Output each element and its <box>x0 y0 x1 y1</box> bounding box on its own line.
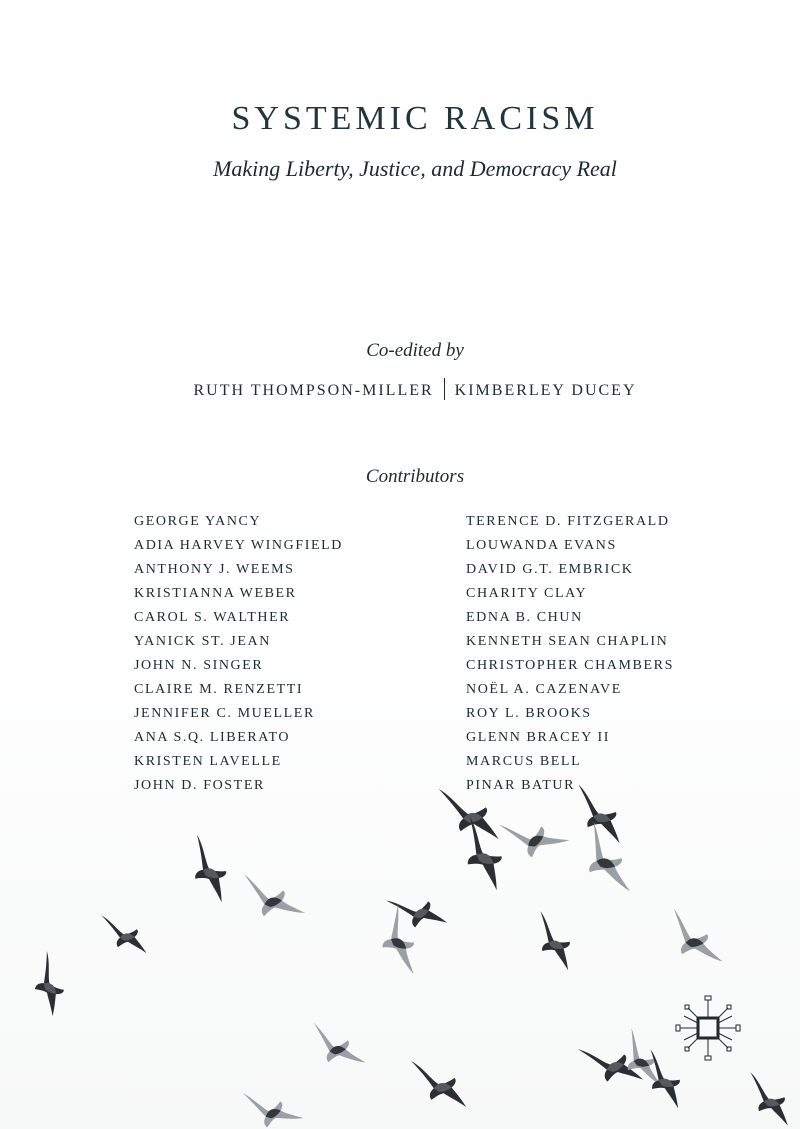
contributor-name: DAVID G.T. EMBRICK <box>466 562 634 577</box>
pigeon-icon <box>499 796 569 868</box>
pigeon-icon <box>574 784 625 843</box>
contributor-name: CLAIRE M. RENZETTI <box>134 682 304 697</box>
contributor-name: ANA S.Q. LIBERATO <box>134 730 291 745</box>
contributor-name: KRISTEN LAVELLE <box>134 754 282 769</box>
contributor-name: LOUWANDA EVANS <box>466 538 617 553</box>
editor-name: KIMBERLEY DUCEY <box>454 382 637 399</box>
pigeon-icon <box>178 835 240 902</box>
publisher-logo-icon <box>672 992 744 1064</box>
pigeon-icon <box>528 911 582 970</box>
book-title: SYSTEMIC RACISM <box>231 100 599 137</box>
pigeon-icon <box>439 780 499 848</box>
contributor-name: ANTHONY J. WEEMS <box>134 562 295 577</box>
contributors-heading: Contributors <box>365 466 465 487</box>
contributor-name: JENNIFER C. MUELLER <box>134 706 315 721</box>
contributor-name: KRISTIANNA WEBER <box>134 586 297 601</box>
contributor-name: CAROL S. WALTHER <box>134 610 291 625</box>
coedited-label: Co-edited by <box>366 340 464 361</box>
contributor-name: TERENCE D. FITZGERALD <box>466 514 670 529</box>
contributor-name: MARCUS BELL <box>466 754 582 769</box>
contributor-name: CHRISTOPHER CHAMBERS <box>466 658 674 673</box>
contributor-name: GLENN BRACEY II <box>466 730 611 745</box>
pigeon-icon <box>746 1072 792 1125</box>
contributor-name: PINAR BATUR <box>466 778 576 793</box>
pigeon-icon <box>674 905 723 966</box>
editor-name: RUTH THOMPSON-MILLER <box>193 382 434 399</box>
pigeon-icon <box>244 859 305 928</box>
pigeon-icon <box>18 951 81 1016</box>
pigeon-icon <box>314 1012 366 1073</box>
pigeon-icon <box>622 1028 670 1086</box>
contributor-name: NOËL A. CAZENAVE <box>466 682 622 697</box>
contributor-name: ROY L. BROOKS <box>466 706 592 721</box>
contributor-name: EDNA B. CHUN <box>466 610 583 625</box>
contributor-name: YANICK ST. JEAN <box>134 634 271 649</box>
contributor-name: CHARITY CLAY <box>466 586 588 601</box>
contributor-name: GEORGE YANCY <box>134 514 262 529</box>
contributor-name: KENNETH SEAN CHAPLIN <box>466 634 669 649</box>
pigeon-icon <box>101 909 146 960</box>
contributor-name: JOHN D. FOSTER <box>134 778 265 793</box>
pigeon-icon <box>411 1053 466 1115</box>
contributor-name: JOHN N. SINGER <box>134 658 264 673</box>
contributor-name: ADIA HARVEY WINGFIELD <box>134 538 344 553</box>
pigeon-icon <box>243 1073 304 1129</box>
book-subtitle: Making Liberty, Justice, and Democracy Real <box>213 156 617 181</box>
